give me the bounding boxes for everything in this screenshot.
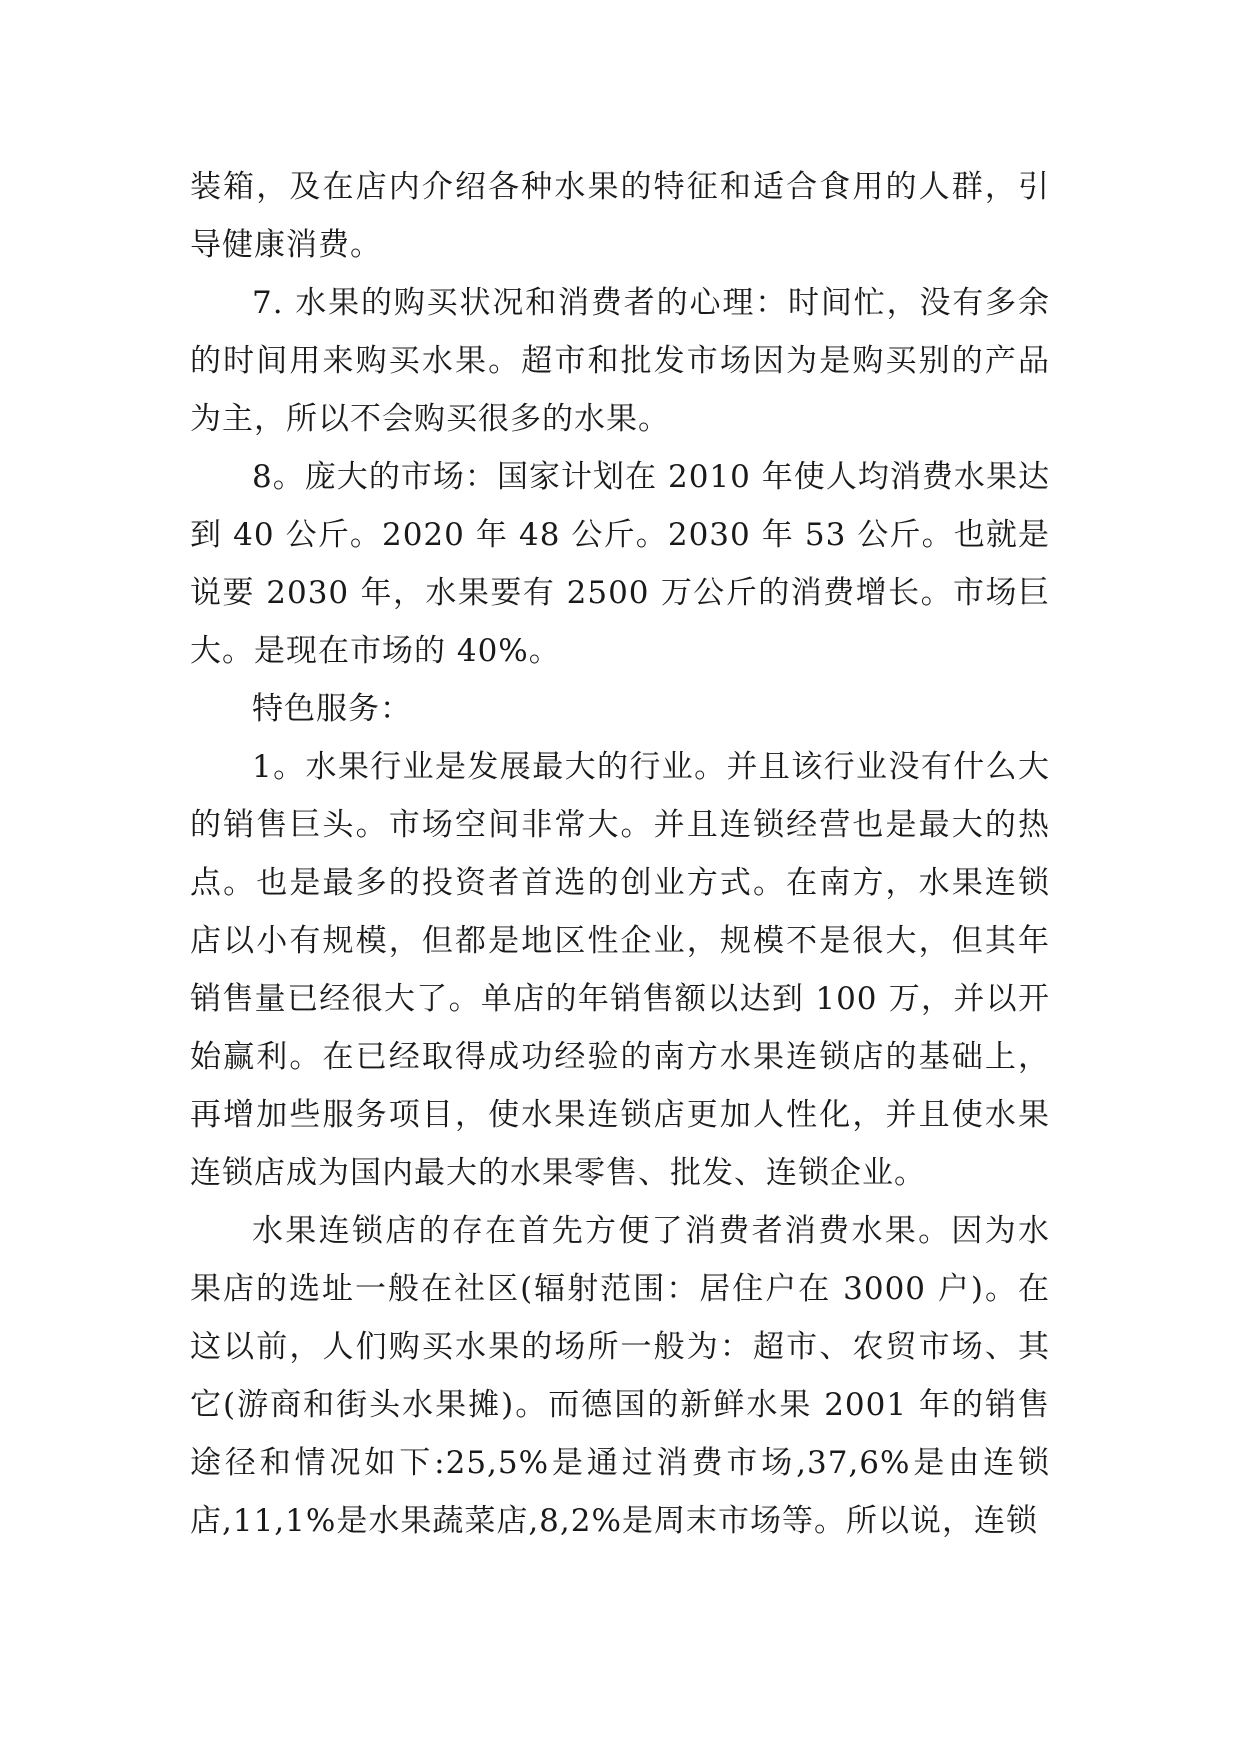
document-page: [190, 158, 1050, 1550]
paragraph-chain-store-convenience: 水果连锁店的存在首先方便了消费者消费水果。因为水果店的选址一般在社区(辐射范围：居住户在 3000 户)。在这以前，人们购买水果的场所一般为：超市、农贸市场、其它(游商和街头水果摊)。而德国的新鲜水果 2001 年的销售途径和情况如下:25,5%是通过消费市场,37,6%是由连锁店,11,1%是水果蔬菜店,8,2%是周末市场等。所以说，连锁: [190, 1213, 1050, 1539]
paragraph-market-size: 8。庞大的市场：国家计划在 2010 年使人均消费水果达到 40 公斤。2020 年 48 公斤。2030 年 53 公斤。也就是说要 2030 年，水果要有 2500 万公斤的消费增长。市场巨大。是现在市场的 40%。: [190, 459, 1050, 669]
paragraph-continuation: 装箱，及在店内介绍各种水果的特征和适合食用的人群，引导健康消费。: [190, 169, 1050, 263]
paragraph-purchase-psychology: 7. 水果的购买状况和消费者的心理：时间忙，没有多余的时间用来购买水果。超市和批发市场因为是购买别的产品为主，所以不会购买很多的水果。: [190, 285, 1050, 437]
paragraph-industry-growth: 1。水果行业是发展最大的行业。并且该行业没有什么大的销售巨头。市场空间非常大。并且连锁经营也是最大的热点。也是最多的投资者首选的创业方式。在南方，水果连锁店以小有规模，但都是地区性企业，规模不是很大，但其年销售量已经很大了。单店的年销售额以达到 100 万，并以开始赢利。在已经取得成功经验的南方水果连锁店的基础上，再增加些服务项目，使水果连锁店更加人性化，并且使水果连锁店成为国内最大的水果零售、批发、连锁企业。: [190, 749, 1050, 1191]
section-heading-special-services: 特色服务：: [252, 691, 412, 727]
